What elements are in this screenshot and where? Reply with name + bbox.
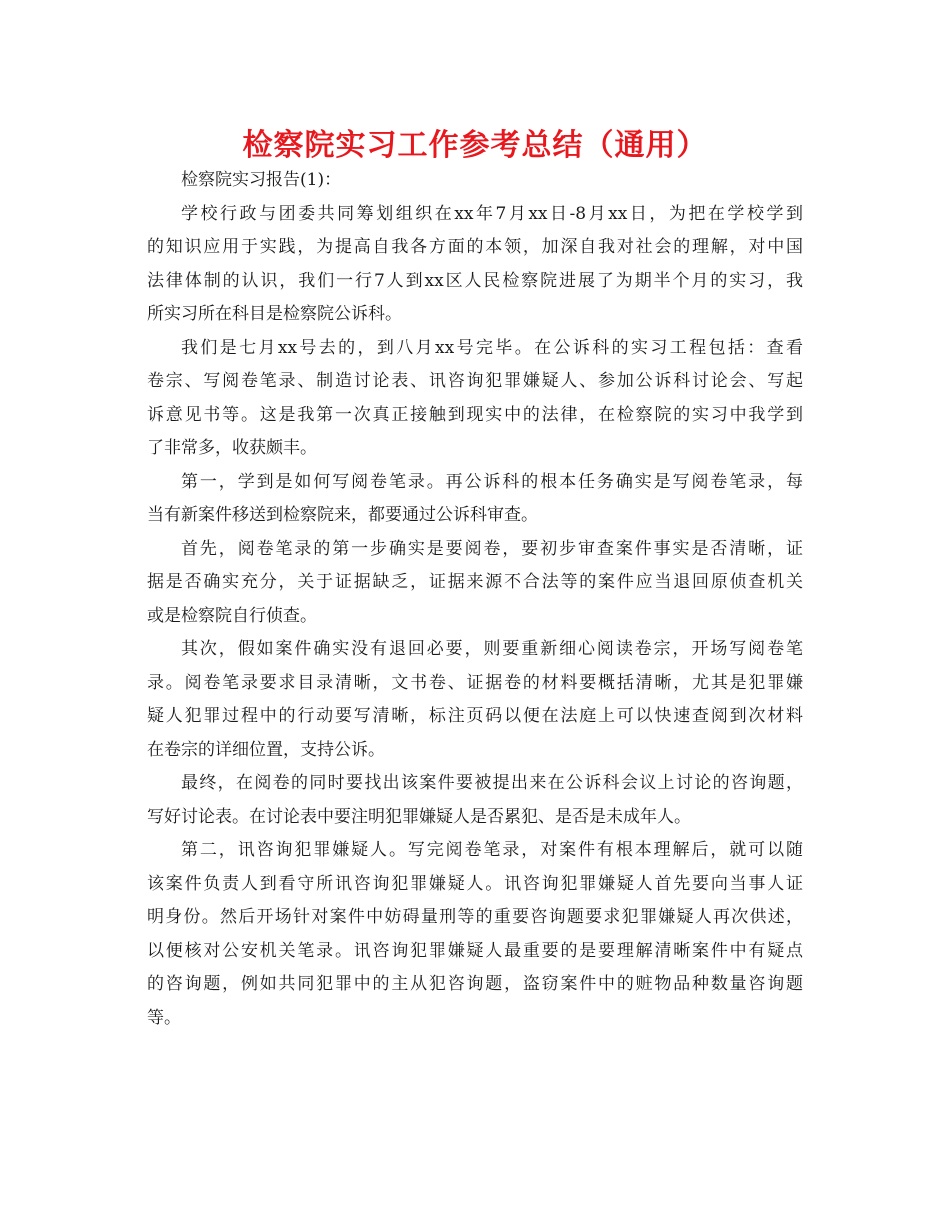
paragraph-line: 该案件负责人到看守所讯咨询犯罪嫌疑人。讯咨询犯罪嫌疑人首先要向当事人证 (147, 873, 803, 894)
document-body (147, 164, 803, 1035)
paragraph-line: 以便核对公安机关笔录。讯咨询犯罪嫌疑人最重要的是要理解清晰案件中有疑点 (147, 940, 803, 961)
body-paragraph (147, 466, 803, 533)
body-paragraph (147, 533, 803, 634)
paragraph-line: 卷宗、写阅卷笔录、制造讨论表、讯咨询犯罪嫌疑人、参加公诉科讨论会、写起 (147, 371, 803, 391)
paragraph-line: 的知识应用于实践，为提高自我各方面的本领，加深自我对社会的理解，对中国 (147, 237, 803, 257)
paragraph-line: 当有新案件移送到检察院来，都要通过公诉科审查。 (147, 505, 538, 525)
paragraph-line: 所实习所在科目是检察院公诉科。 (147, 304, 402, 324)
body-paragraph (147, 834, 803, 1035)
paragraph-line: 的咨询题，例如共同犯罪中的主从犯咨询题，盗窃案件中的赃物品种数量咨询题 (147, 974, 803, 994)
paragraph-line: 检察院实习报告(1)： (181, 170, 342, 190)
body-paragraph (147, 164, 803, 198)
body-paragraph (147, 332, 803, 466)
paragraph-line: 在卷宗的详细位置，支持公诉。 (147, 739, 385, 760)
paragraph-line: 等。 (147, 1007, 181, 1028)
paragraph-line: 录。阅卷笔录要求目录清晰，文书卷、证据卷的材料要概括清晰，尤其是犯罪嫌 (147, 672, 803, 693)
paragraph-line: 我们是七月xx号去的，到八月xx号完毕。在公诉科的实习工程包括：查看 (181, 337, 803, 358)
body-paragraph (147, 767, 803, 834)
paragraph-line: 明身份。然后开场针对案件中妨碍量刑等的重要咨询题要求犯罪嫌疑人再次供述， (147, 907, 803, 927)
paragraph-line: 首先，阅卷笔录的第一步确实是要阅卷，要初步审查案件事实是否清晰，证 (181, 538, 803, 559)
paragraph-line: 其次，假如案件确实没有退回必要，则要重新细心阅读卷宗，开场写阅卷笔 (181, 639, 803, 659)
paragraph-line: 学校行政与团委共同筹划组织在xx年7月xx日-8月xx日，为把在学校学到 (181, 203, 803, 224)
paragraph-line: 写好讨论表。在讨论表中要注明犯罪嫌疑人是否累犯、是否是未成年人。 (147, 806, 691, 827)
document-title: 检察院实习工作参考总结（通用） (242, 128, 708, 163)
paragraph-line: 了非常多，收获颇丰。 (147, 438, 317, 458)
body-paragraph (147, 198, 803, 332)
paragraph-line: 最终，在阅卷的同时要找出该案件要被提出来在公诉科会议上讨论的咨询题， (181, 773, 803, 793)
paragraph-line: 疑人犯罪过程中的行动要写清晰，标注页码以便在法庭上可以快速查阅到次材料 (147, 706, 803, 726)
paragraph-line: 第一，学到是如何写阅卷笔录。再公诉科的根本任务确实是写阅卷笔录，每 (181, 471, 803, 492)
body-paragraph (147, 633, 803, 767)
paragraph-line: 或是检察院自行侦查。 (147, 605, 317, 626)
paragraph-line: 据是否确实充分，关于证据缺乏，证据来源不合法等的案件应当退回原侦查机关 (147, 572, 803, 592)
paragraph-line: 法律体制的认识，我们一行7人到xx区人民检察院进展了为期半个月的实习，我 (147, 270, 803, 291)
paragraph-line: 诉意见书等。这是我第一次真正接触到现实中的法律，在检察院的实习中我学到 (147, 404, 803, 425)
paragraph-line: 第二，讯咨询犯罪嫌疑人。写完阅卷笔录，对案件有根本理解后，就可以随 (181, 840, 803, 860)
